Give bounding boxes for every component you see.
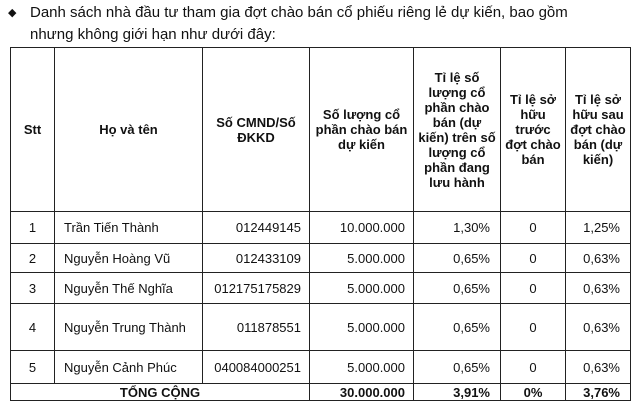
table-row xyxy=(11,304,631,351)
header-id: Số CMND/Số ĐKKD xyxy=(203,48,310,212)
header-owned-before: Tỉ lệ sở hữu trước đợt chào bán xyxy=(501,48,566,212)
cell-name: Nguyễn Trung Thành xyxy=(55,304,203,351)
total-ratio-offered: 3,91% xyxy=(414,384,501,401)
header-ratio-offered: Tỉ lệ số lượng cổ phần chào bán (dự kiến) trên số lượng cổ phần đang lưu hành xyxy=(414,48,501,212)
cell-owned-after: 0,63% xyxy=(566,304,631,351)
cell-owned-after: 1,25% xyxy=(566,212,631,244)
cell-stt: 5 xyxy=(11,351,55,384)
diamond-bullet-icon: ◆ xyxy=(8,7,17,19)
cell-stt: 1 xyxy=(11,212,55,244)
cell-name: Nguyễn Hoàng Vũ xyxy=(55,244,203,273)
cell-shares: 5.000.000 xyxy=(310,244,414,273)
cell-stt: 3 xyxy=(11,273,55,304)
table-row xyxy=(11,351,631,384)
cell-ratio-offered: 1,30% xyxy=(414,212,501,244)
intro-text-2: nhưng không giới hạn như dưới đây: xyxy=(30,26,276,43)
cell-owned-after: 0,63% xyxy=(566,244,631,273)
cell-owned-before: 0 xyxy=(501,273,566,304)
cell-ratio-offered: 0,65% xyxy=(414,273,501,304)
intro-text-1: Danh sách nhà đầu tư tham gia đợt chào bán cổ phiếu riêng lẻ dự kiến, bao gồm xyxy=(30,4,568,21)
table-row xyxy=(11,273,631,304)
cell-owned-after: 0,63% xyxy=(566,351,631,384)
total-owned-before: 0% xyxy=(501,384,566,401)
total-shares: 30.000.000 xyxy=(310,384,414,401)
cell-shares: 10.000.000 xyxy=(310,212,414,244)
cell-ratio-offered: 0,65% xyxy=(414,351,501,384)
cell-owned-before: 0 xyxy=(501,212,566,244)
cell-shares: 5.000.000 xyxy=(310,273,414,304)
cell-ratio-offered: 0,65% xyxy=(414,244,501,273)
cell-owned-before: 0 xyxy=(501,304,566,351)
cell-id: 012449145 xyxy=(203,212,310,244)
cell-owned-after: 0,63% xyxy=(566,273,631,304)
cell-stt: 4 xyxy=(11,304,55,351)
cell-owned-before: 0 xyxy=(501,351,566,384)
investors-table xyxy=(10,47,631,401)
table-header-row xyxy=(11,48,631,212)
cell-id: 040084000251 xyxy=(203,351,310,384)
cell-id: 012433109 xyxy=(203,244,310,273)
cell-name: Nguyễn Thế Nghĩa xyxy=(55,273,203,304)
cell-name: Trần Tiến Thành xyxy=(55,212,203,244)
total-owned-after: 3,76% xyxy=(566,384,631,401)
table-row xyxy=(11,244,631,273)
cell-shares: 5.000.000 xyxy=(310,351,414,384)
cell-ratio-offered: 0,65% xyxy=(414,304,501,351)
table-total-row xyxy=(11,384,631,401)
header-shares: Số lượng cổ phần chào bán dự kiến xyxy=(310,48,414,212)
header-name: Họ và tên xyxy=(55,48,203,212)
header-owned-after: Tỉ lệ sở hữu sau đợt chào bán (dự kiến) xyxy=(566,48,631,212)
total-label: TỔNG CỘNG xyxy=(11,384,310,401)
intro-line-1 xyxy=(8,2,636,24)
cell-id: 012175175829 xyxy=(203,273,310,304)
cell-name: Nguyễn Cảnh Phúc xyxy=(55,351,203,384)
intro-paragraph xyxy=(8,2,636,45)
cell-stt: 2 xyxy=(11,244,55,273)
cell-owned-before: 0 xyxy=(501,244,566,273)
cell-shares: 5.000.000 xyxy=(310,304,414,351)
cell-id: 011878551 xyxy=(203,304,310,351)
header-stt: Stt xyxy=(11,48,55,212)
table-row xyxy=(11,212,631,244)
